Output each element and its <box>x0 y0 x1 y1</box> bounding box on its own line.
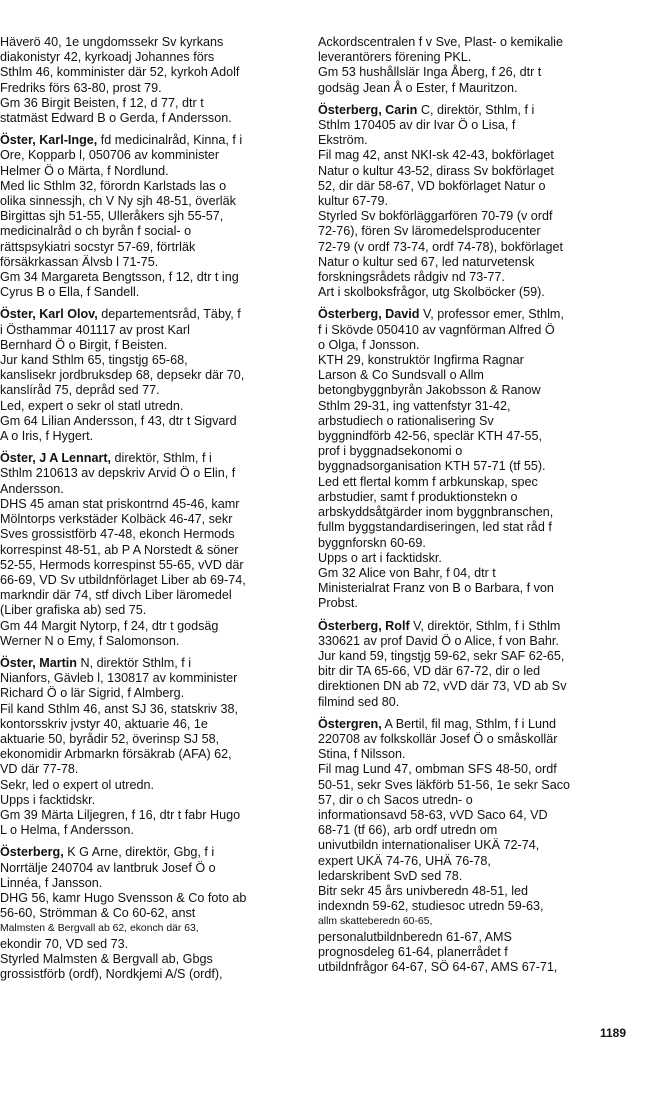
entry-text: kontorsskriv jvstyr 40, aktuarie 46, 1e <box>0 716 208 731</box>
entry-line <box>318 209 644 224</box>
entry-line <box>0 686 308 701</box>
entry-line <box>318 399 644 414</box>
entry-text: C, direktör, Sthlm, f i <box>417 102 535 117</box>
entry-text: byggnforskn 60-69. <box>318 535 426 550</box>
entry-text: 52-55, Hermods korrespinst 55-65, vVD där <box>0 557 244 572</box>
entry-line <box>0 466 308 481</box>
entry-text: Fil mag Lund 47, ombman SFS 48-50, ordf <box>318 762 557 777</box>
right-column <box>318 35 644 982</box>
entry-text: V, direktör, Sthlm, f i Sthlm <box>409 618 561 633</box>
entry-text: A o Iris, f Hygert. <box>0 429 94 444</box>
entry-text: personalutbildnberedn 61-67, AMS <box>318 929 512 944</box>
entry-line <box>318 414 644 429</box>
register-entry <box>0 133 308 300</box>
entry-line <box>318 429 644 444</box>
register-entry <box>318 307 644 611</box>
entry-name: Österberg, <box>0 845 64 860</box>
entry-text: Malmsten & Bergvall ab 62, ekonch där 63, <box>0 923 199 935</box>
entry-line <box>0 702 308 717</box>
entry-line <box>318 778 644 793</box>
entry-text: direktör, Sthlm, f i <box>111 451 212 466</box>
register-entry <box>0 307 308 444</box>
entry-text: Stina, f Nilsson. <box>318 747 406 762</box>
entry-line <box>0 240 308 255</box>
entry-line <box>0 588 308 603</box>
entry-line <box>0 96 308 111</box>
entry-line <box>318 823 644 838</box>
entry-line <box>318 649 644 664</box>
entry-line <box>318 536 644 551</box>
entry-line <box>0 891 308 906</box>
entry-line <box>318 323 644 338</box>
entry-line <box>0 194 308 209</box>
entry-text: VD där 77-78. <box>0 762 79 777</box>
entry-text: KTH 29, konstruktör Ingfirma Ragnar <box>318 353 524 368</box>
entry-line <box>0 323 308 338</box>
entry-text: 72-79 (v ordf 73-74, ordf 74-78), bokförlaget <box>318 239 564 254</box>
entry-line <box>0 81 308 96</box>
entry-text: univutbildn internationaliser UKÄ 72-74, <box>318 838 540 853</box>
entry-text: Ekström. <box>318 133 368 148</box>
entry-line <box>0 527 308 542</box>
entry-text: utbildnfrågor 64-67, SÖ 64-67, AMS 67-71, <box>318 959 558 974</box>
entry-line <box>0 35 308 50</box>
entry-text: Norrtälje 240704 av lantbruk Josef Ö o <box>0 860 216 875</box>
entry-line <box>318 475 644 490</box>
register-entry <box>0 656 308 838</box>
entry-line <box>318 338 644 353</box>
entry-text: (Liber grafiska ab) sed 75. <box>0 603 147 618</box>
entry-text: kanslisekr jordbruksdep 68, depsekr där 70, <box>0 368 245 383</box>
entry-text: Birgittas sjh 51-55, Ulleråkers sjh 55-57, <box>0 209 224 224</box>
entry-text: fd medicinalråd, Kinna, f i <box>97 133 243 148</box>
entry-line <box>0 255 308 270</box>
entry-line <box>0 164 308 179</box>
entry-text: korrespinst 48-51, ab P A Norstedt & söner <box>0 542 239 557</box>
entry-line <box>0 967 308 982</box>
entry-line <box>318 118 644 133</box>
entry-line <box>318 581 644 596</box>
entry-line <box>0 619 308 634</box>
entry-name: Österberg, David <box>318 307 420 322</box>
entry-text: Ministerialrat Franz von B o Barbara, f von <box>318 581 554 596</box>
entry-text: ledarskribent SvD sed 78. <box>318 868 463 883</box>
entry-text: Fredriks förs 63-80, prost 79. <box>0 80 162 95</box>
entry-line <box>318 505 644 520</box>
entry-line <box>318 224 644 239</box>
entry-text: 52, dir där 58-67, VD bokförlaget Natur o <box>318 178 546 193</box>
entry-line <box>318 179 644 194</box>
entry-line <box>0 307 308 322</box>
entry-text: Linnéa, f Jansson. <box>0 875 103 890</box>
entry-line <box>0 793 308 808</box>
entry-text: fullm byggstandardiseringen, led stat råd f <box>318 520 552 535</box>
entry-text: Sthlm 210613 av depskriv Arvid Ö o Elin, f <box>0 466 236 481</box>
entry-line <box>0 133 308 148</box>
entry-line <box>0 451 308 466</box>
entry-line <box>318 270 644 285</box>
entry-line <box>318 732 644 747</box>
entry-text: indexndn 59-62, studiesoc utredn 59-63, <box>318 899 544 914</box>
entry-text: arbskyddsåtgärder inom byggnbranschen, <box>318 505 554 520</box>
entry-text: grossistförb (ordf), Nordkjemi A/S (ordf), <box>0 966 223 981</box>
entry-line <box>0 368 308 383</box>
entry-text: K G Arne, direktör, Gbg, f i <box>63 845 215 860</box>
entry-text: Styrled Malmsten & Bergvall ab, Gbgs <box>0 951 213 966</box>
entry-line <box>318 307 644 322</box>
entry-line <box>0 845 308 860</box>
entry-line <box>318 945 644 960</box>
entry-line <box>318 914 644 929</box>
entry-text: Styrled Sv bokförläggarfören 70-79 (v ordf <box>318 209 553 224</box>
entry-line <box>0 353 308 368</box>
entry-text: ekonomidir Arbmarkn försäkrab (AFA) 62, <box>0 747 232 762</box>
entry-line <box>0 603 308 618</box>
entry-text: L o Helma, f Andersson. <box>0 823 134 838</box>
entry-line <box>318 81 644 96</box>
entry-text: o Olga, f Jonsson. <box>318 337 420 352</box>
entry-line <box>318 869 644 884</box>
entry-text: Larson & Co Sundsvall o Allm <box>318 368 484 383</box>
entry-text: arbstudiech o rationalisering Sv <box>318 413 494 428</box>
entry-text: Helmer Ö o Märta, f Nordlund. <box>0 163 169 178</box>
entry-line <box>0 148 308 163</box>
entry-text: Gm 53 hushållslär Inga Åberg, f 26, dtr t <box>318 65 542 80</box>
entry-name: Öster, Martin <box>0 655 77 670</box>
entry-line <box>318 383 644 398</box>
entry-line <box>318 194 644 209</box>
entry-line <box>318 762 644 777</box>
entry-line <box>318 930 644 945</box>
register-entry <box>318 619 644 710</box>
entry-text: aktuarie 50, byrådir 52, överinsp SJ 58, <box>0 731 220 746</box>
register-entry <box>318 717 644 975</box>
entry-line <box>318 133 644 148</box>
page-number: 1189 <box>600 1026 627 1040</box>
entry-text: i Östhammar 401117 av prost Karl <box>0 322 190 337</box>
entry-text: Led, expert o sekr ol statl utredn. <box>0 398 184 413</box>
entry-text: Gm 64 Lilian Andersson, f 43, dtr t Sigvard <box>0 413 237 428</box>
entry-text: 330621 av prof David Ö o Alice, f von Bahr. <box>318 633 559 648</box>
entry-text: Gm 36 Birgit Beisten, f 12, d 77, dtr t <box>0 95 204 110</box>
entry-text: markndir där 74, stf divch Liber läromedel <box>0 588 232 603</box>
entry-text: medicinalråd o ch byrån f social- o <box>0 224 192 239</box>
register-entry <box>318 35 644 96</box>
entry-line <box>318 65 644 80</box>
entry-text: diakonistyr 42, kyrkoadj Johannes förs <box>0 50 215 65</box>
entry-text: rättspsykiatri socstyr 57-69, förtrläk <box>0 239 196 254</box>
entry-name: Öster, Karl Olov, <box>0 307 98 322</box>
entry-text: Sves grossistförb 47-48, ekonch Hermods <box>0 527 235 542</box>
entry-line <box>0 573 308 588</box>
left-column <box>0 35 308 989</box>
entry-line <box>318 520 644 535</box>
entry-line <box>318 444 644 459</box>
entry-text: Natur o kultur sed 67, led naturvetensk <box>318 254 535 269</box>
entry-line <box>318 884 644 899</box>
entry-line <box>0 823 308 838</box>
entry-text: prognosdeleg 61-64, planerrådet f <box>318 944 508 959</box>
register-entry <box>0 845 308 982</box>
entry-line <box>318 960 644 975</box>
entry-text: 50-51, sekr Sves läkförb 51-56, 1e sekr Saco <box>318 777 571 792</box>
register-entry <box>0 451 308 649</box>
entry-line <box>0 224 308 239</box>
entry-text: Upps o art i facktidskr. <box>318 550 442 565</box>
entry-line <box>0 778 308 793</box>
entry-text: filmind sed 80. <box>318 694 400 709</box>
entry-name: Österberg, Rolf <box>318 618 410 633</box>
entry-text: Fil mag 42, anst NKI-sk 42-43, bokförlaget <box>318 148 554 163</box>
entry-line <box>0 717 308 732</box>
entry-line <box>318 240 644 255</box>
entry-text: Nianfors, Gävleb l, 130817 av komminister <box>0 671 238 686</box>
entry-text: Upps i facktidskr. <box>0 792 96 807</box>
entry-text: Andersson. <box>0 481 64 496</box>
entry-text: Sthlm 29-31, ing vattenfstyr 31-42, <box>318 398 511 413</box>
entry-text: ekondir 70, VD sed 73. <box>0 936 129 951</box>
entry-name: Österberg, Carin <box>318 102 418 117</box>
entry-line <box>318 793 644 808</box>
entry-line <box>318 148 644 163</box>
entry-text: byggnindförb 42-56, speclär KTH 47-55, <box>318 429 543 444</box>
entry-line <box>318 596 644 611</box>
entry-text: kultur 67-79. <box>318 194 389 209</box>
entry-text: Ackordscentralen f v Sve, Plast- o kemikalie <box>318 35 563 49</box>
entry-line <box>318 808 644 823</box>
entry-line <box>0 952 308 967</box>
entry-line <box>0 285 308 300</box>
entry-text: Led ett flertal komm f arbkunskap, spec <box>318 474 538 489</box>
entry-text: forskningsrådets rådgiv nd 73-77. <box>318 270 505 285</box>
entry-text: Gm 34 Margareta Bengtsson, f 12, dtr t ing <box>0 270 239 285</box>
entry-text: N, direktör Sthlm, f i <box>76 655 192 670</box>
entry-text: 68-71 (tf 66), arb ordf utredn om <box>318 823 498 838</box>
entry-line <box>0 50 308 65</box>
entry-text: Mölntorps verkstäder Kolbäck 46-47, sekr <box>0 512 233 527</box>
entry-line <box>0 921 308 936</box>
entry-line <box>318 566 644 581</box>
entry-line <box>0 399 308 414</box>
entry-line <box>318 285 644 300</box>
entry-text: 66-69, VD Sv utbildnförlaget Liber ab 69-74, <box>0 572 246 587</box>
entry-text: DHG 56, kamr Hugo Svensson & Co foto ab <box>0 890 247 905</box>
entry-text: Bitr sekr 45 års univberedn 48-51, led <box>318 883 529 898</box>
entry-text: departementsråd, Täby, f <box>97 307 241 322</box>
entry-line <box>318 664 644 679</box>
entry-text: Gm 44 Margit Nytorp, f 24, dtr t godsäg <box>0 618 219 633</box>
entry-text: Med lic Sthlm 32, förordn Karlstads las o <box>0 178 227 193</box>
entry-line <box>0 558 308 573</box>
entry-line <box>0 65 308 80</box>
entry-line <box>0 338 308 353</box>
entry-text: Gm 32 Alice von Bahr, f 04, dtr t <box>318 565 496 580</box>
entry-line <box>0 861 308 876</box>
entry-text: byggnadsorganisation KTH 57-71 (tf 55). <box>318 459 546 474</box>
entry-line <box>318 619 644 634</box>
entry-text: direktionen DN ab 72, vVD där 73, VD ab Sv <box>318 679 567 694</box>
entry-name: Östergren, <box>318 716 382 731</box>
entry-text: f i Skövde 050410 av vagnförman Alfred Ö <box>318 322 555 337</box>
entry-text: Richard Ö o lär Sigrid, f Almberg. <box>0 686 185 701</box>
entry-text: Werner N o Emy, f Salomonson. <box>0 633 180 648</box>
entry-line <box>0 808 308 823</box>
entry-line <box>0 429 308 444</box>
entry-text: Art i skolboksfrågor, utg Skolböcker (59). <box>318 285 545 300</box>
entry-line <box>318 255 644 270</box>
entry-line <box>318 747 644 762</box>
entry-line <box>0 482 308 497</box>
entry-line <box>318 103 644 118</box>
entry-text: olika sinnessjh, ch V Ny sjh 48-51, överläk <box>0 194 236 209</box>
entry-text: arbstudier, samt f produktionstekn o <box>318 489 518 504</box>
entry-line <box>0 937 308 952</box>
entry-line <box>0 209 308 224</box>
entry-text: godsäg Jean Å o Ester, f Mauritzon. <box>318 80 518 95</box>
entry-text: Natur o kultur 43-52, dirass Sv bokförlaget <box>318 163 554 178</box>
entry-line <box>0 747 308 762</box>
entry-line <box>0 179 308 194</box>
entry-text: Probst. <box>318 596 358 611</box>
entry-line <box>318 899 644 914</box>
entry-name: Öster, Karl-Inge, <box>0 133 98 148</box>
entry-text: Sthlm 46, komminister där 52, kyrkoh Adolf <box>0 65 240 80</box>
entry-text: 72-76), fören Sv läromedelsproducenter <box>318 224 541 239</box>
entry-text: Gm 39 Märta Liljegren, f 16, dtr t fabr Hugo <box>0 807 241 822</box>
entry-line <box>318 634 644 649</box>
entry-line <box>0 762 308 777</box>
entry-text: A Bertil, fil mag, Sthlm, f i Lund <box>381 716 556 731</box>
entry-line <box>318 717 644 732</box>
entry-line <box>318 551 644 566</box>
entry-text: Jur kand Sthlm 65, tingstjg 65-68, <box>0 353 188 368</box>
entry-line <box>0 543 308 558</box>
entry-text: försäkrkassan Älvsb l 71-75. <box>0 254 159 269</box>
entry-line <box>0 906 308 921</box>
entry-line <box>318 838 644 853</box>
entry-text: leverantörers förening PKL. <box>318 50 472 65</box>
entry-text: Sekr, led o expert ol utredn. <box>0 777 155 792</box>
entry-line <box>0 671 308 686</box>
entry-line <box>0 876 308 891</box>
entry-line <box>318 459 644 474</box>
entry-line <box>318 695 644 710</box>
entry-text: DHS 45 aman stat priskontrnd 45-46, kamr <box>0 496 240 511</box>
entry-line <box>318 854 644 869</box>
entry-text: Bernhard Ö o Birgit, f Beisten. <box>0 337 168 352</box>
entry-text: V, professor emer, Sthlm, <box>419 307 564 322</box>
entry-text: prof i byggnadsekonomi o <box>318 444 463 459</box>
entry-text: 220708 av folkskollär Josef Ö o småskollär <box>318 731 558 746</box>
entry-line <box>0 732 308 747</box>
entry-line <box>318 50 644 65</box>
entry-line <box>0 414 308 429</box>
entry-text: Fil kand Sthlm 46, anst SJ 36, statskriv 38, <box>0 701 238 716</box>
entry-line <box>0 383 308 398</box>
entry-line <box>318 35 644 50</box>
entry-line <box>318 353 644 368</box>
entry-line <box>318 368 644 383</box>
entry-text: informationsavd 58-63, vVD Saco 64, VD <box>318 807 548 822</box>
entry-text: statmäst Edward B o Gerda, f Andersson. <box>0 111 232 126</box>
entry-line <box>0 497 308 512</box>
entry-text: betongbyggnbyrån Jakobsson & Ranow <box>318 383 541 398</box>
register-entry <box>318 103 644 301</box>
entry-text: 57, dir o ch Sacos utredn- o <box>318 792 473 807</box>
entry-line <box>0 656 308 671</box>
entry-text: Häverö 40, 1e ungdomssekr Sv kyrkans <box>0 35 224 49</box>
entry-text: bitr dir TA 65-66, VD där 67-72, dir o led <box>318 664 541 679</box>
entry-text: Cyrus B o Ella, f Sandell. <box>0 285 140 300</box>
entry-line <box>0 512 308 527</box>
entry-text: allm skatteberedn 60-65, <box>318 916 433 928</box>
entry-line <box>318 679 644 694</box>
entry-text: 56-60, Strömman & Co 60-62, anst <box>0 906 196 921</box>
entry-text: Jur kand 59, tingstjg 59-62, sekr SAF 62-65, <box>318 648 565 663</box>
entry-line <box>318 164 644 179</box>
register-entry <box>0 35 308 126</box>
entry-name: Öster, J A Lennart, <box>0 451 112 466</box>
entry-text: Ore, Kopparb l, 050706 av komminister <box>0 148 220 163</box>
entry-line <box>318 490 644 505</box>
entry-line <box>0 270 308 285</box>
entry-text: kanslíråd 75, depråd sed 77. <box>0 383 160 398</box>
entry-line <box>0 634 308 649</box>
entry-text: expert UKÄ 74-76, UHÄ 76-78, <box>318 853 491 868</box>
entry-line <box>0 111 308 126</box>
entry-text: Sthlm 170405 av dir Ivar Ö o Lisa, f <box>318 118 516 133</box>
